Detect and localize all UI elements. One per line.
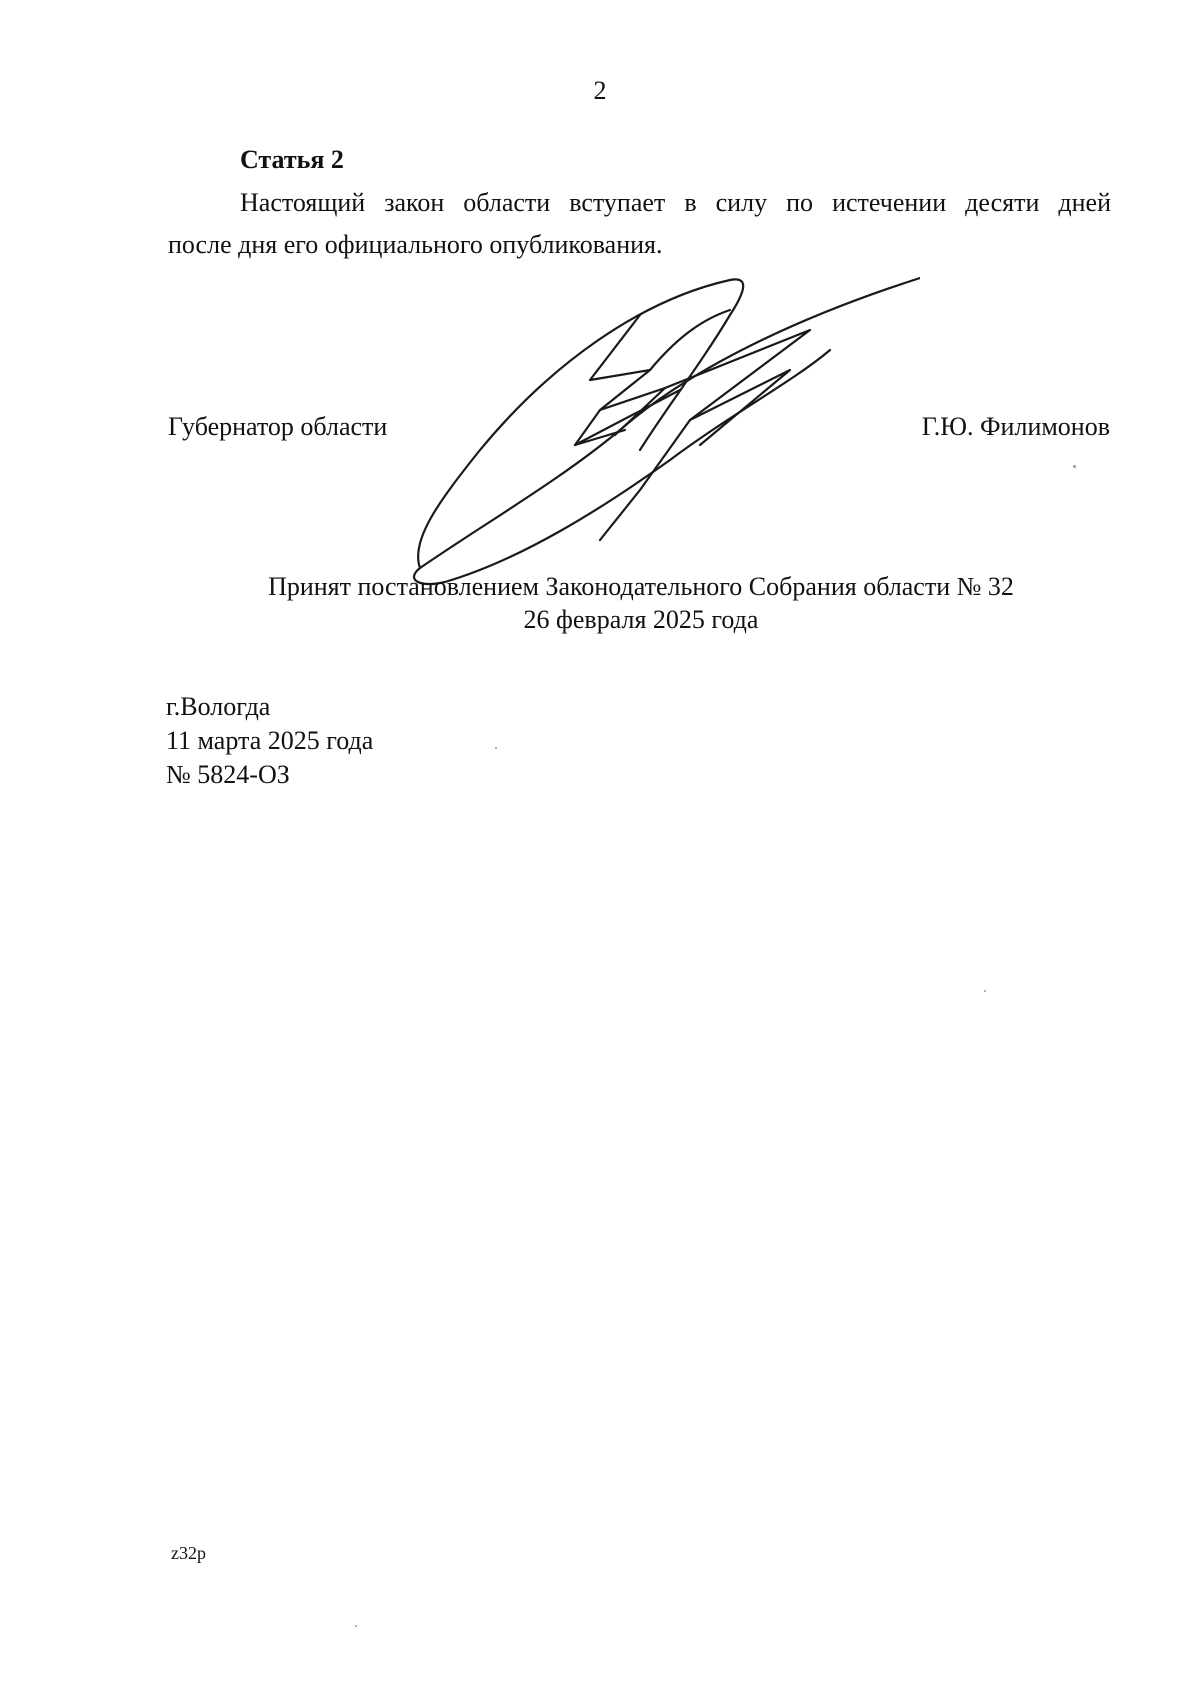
- article-text-line-2: после дня его официального опубликования.: [168, 230, 663, 259]
- signing-date: 11 марта 2025 года: [166, 726, 374, 755]
- adoption-date: 26 февраля 2025 года: [523, 605, 759, 634]
- article-paragraph: [168, 182, 1111, 266]
- scan-speck: [984, 990, 986, 992]
- article-title: Статья 2: [240, 145, 344, 174]
- adoption-line-1: Принят постановлением Законодательного Собрания области № 32: [268, 572, 1014, 601]
- page-number: 2: [593, 76, 607, 105]
- scan-speck: [495, 747, 497, 749]
- article-text-line-1: Настоящий закон области вступает в силу по истечении десяти дней: [240, 188, 1111, 217]
- law-number: № 5824-ОЗ: [166, 760, 290, 789]
- handwritten-signature: [400, 270, 920, 590]
- scan-speck: [355, 1625, 357, 1627]
- city: г.Вологда: [166, 692, 271, 721]
- footer-code: z32p: [171, 1543, 206, 1563]
- signatory-name: Г.Ю. Филимонов: [921, 412, 1110, 441]
- scan-speck: [1073, 465, 1076, 468]
- signatory-position: Губернатор области: [168, 412, 388, 441]
